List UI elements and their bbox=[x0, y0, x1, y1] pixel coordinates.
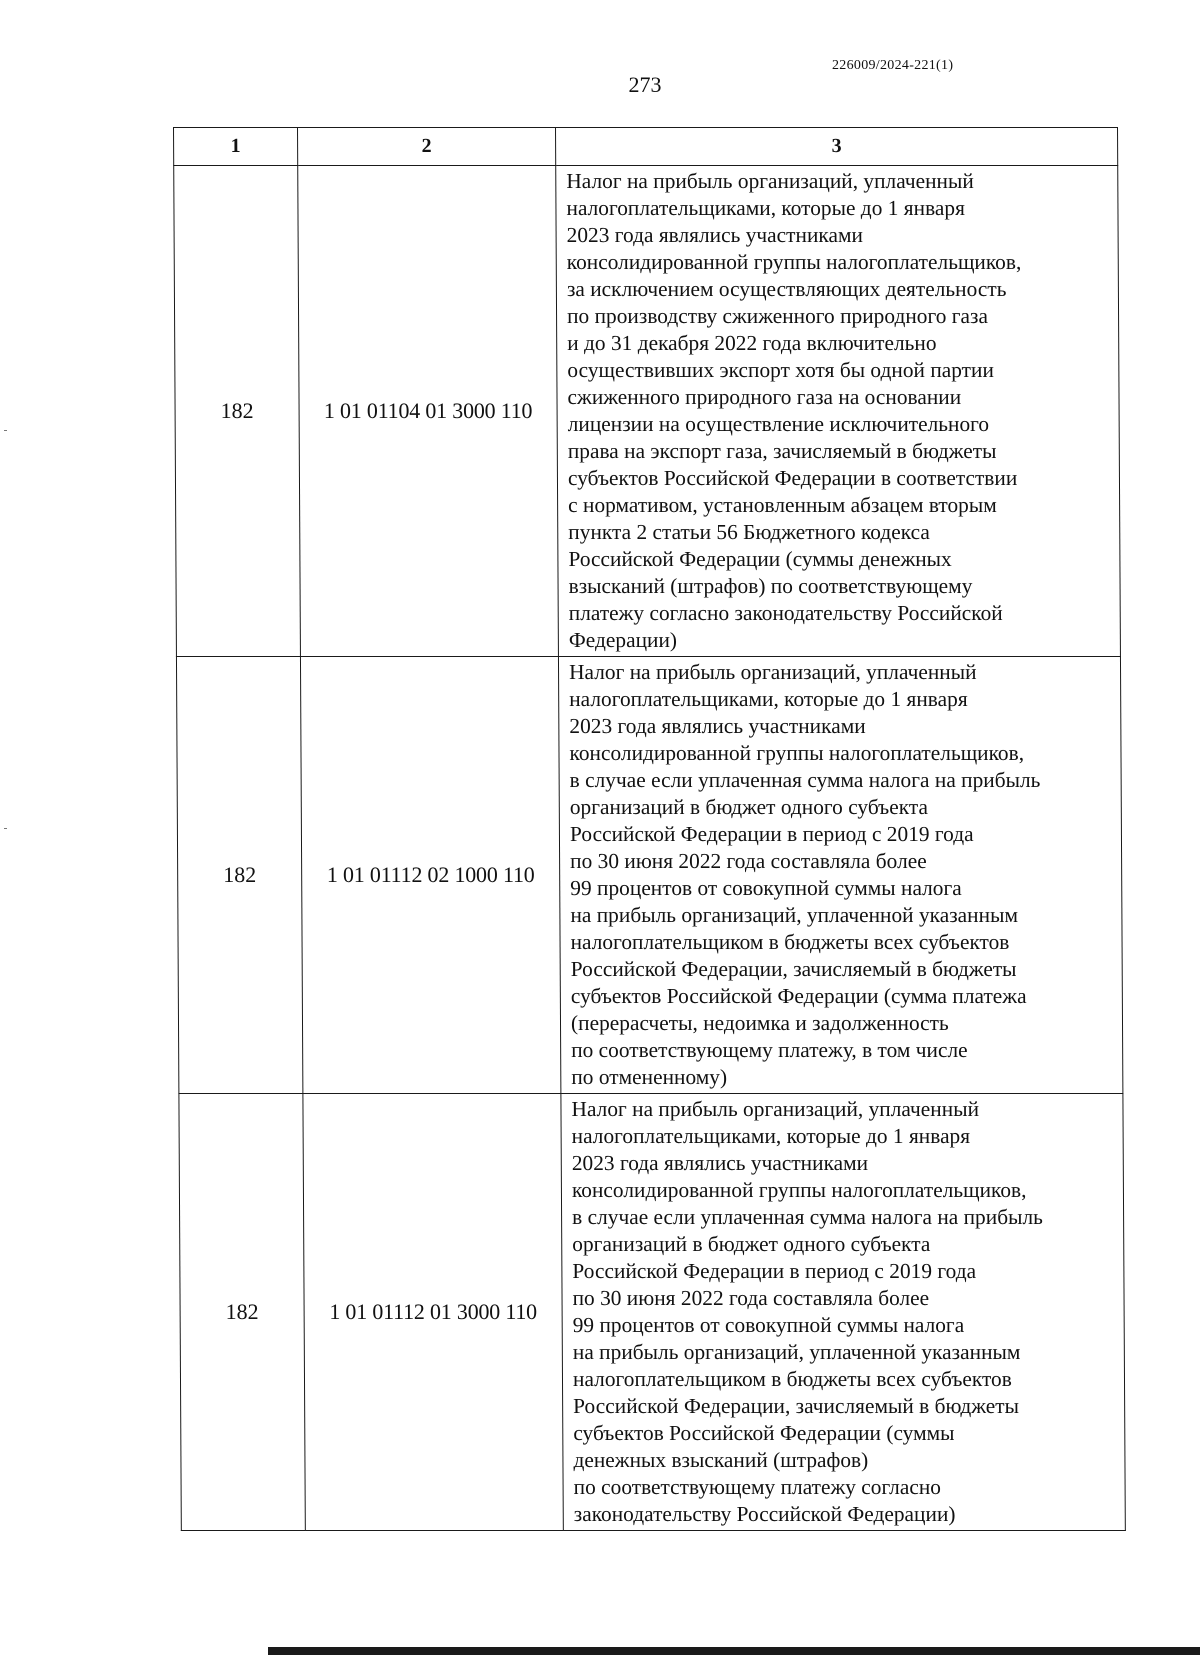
description-line: 99 процентов от совокупной суммы налога bbox=[572, 1313, 965, 1337]
description-line: 2023 года являлись участниками bbox=[569, 714, 866, 738]
budget-classification-code-cell: 1 01 01112 02 1000 110 bbox=[300, 657, 560, 1094]
description-line: субъектов Российской Федерации в соответствии bbox=[567, 466, 1018, 490]
description-line: с нормативом, установленным абзацем вторым bbox=[568, 493, 997, 517]
description-line: по 30 июня 2022 года составляла более bbox=[570, 849, 927, 873]
description-line: Российской Федерации в период с 2019 года bbox=[569, 822, 974, 846]
table-wrapper bbox=[173, 127, 1126, 1531]
scan-margin-mark bbox=[4, 430, 7, 431]
description-line: осуществивших экспорт хотя бы одной партии bbox=[567, 358, 994, 382]
description-line: взысканий (штрафов) по соответствующему bbox=[568, 574, 973, 598]
description-line: денежных взысканий (штрафов) bbox=[573, 1448, 869, 1472]
column-header-1: 1 bbox=[174, 128, 298, 166]
description-line: права на экспорт газа, зачисляемый в бюджеты bbox=[567, 439, 997, 463]
description-line: за исключением осуществляющих деятельность bbox=[566, 277, 1007, 301]
description-line: Налог на прибыль организаций, уплаченный bbox=[568, 660, 977, 684]
description-line: Федерации) bbox=[568, 628, 678, 652]
description-line: организаций в бюджет одного субъекта bbox=[569, 795, 928, 819]
description-line: Российской Федерации в период с 2019 года bbox=[572, 1259, 977, 1283]
column-header-2: 2 bbox=[298, 128, 556, 166]
description-line: в случае если уплаченная сумма налога на прибыль bbox=[569, 768, 1041, 792]
description-line: организаций в бюджет одного субъекта bbox=[572, 1232, 931, 1256]
table-row bbox=[179, 1094, 1125, 1531]
administrator-code-cell: 182 bbox=[179, 1094, 305, 1531]
document-registration-number: 226009/2024-221(1) bbox=[832, 58, 954, 73]
description-line: Российской Федерации, зачисляемый в бюджеты bbox=[573, 1394, 1020, 1418]
page-number: 273 bbox=[628, 72, 662, 97]
description-line: 2023 года являлись участниками bbox=[566, 223, 863, 247]
administrator-code-cell: 182 bbox=[174, 166, 301, 657]
description-line: лицензии на осуществление исключительного bbox=[567, 412, 990, 436]
description-line: налогоплательщиком в бюджеты всех субъектов bbox=[570, 930, 1010, 954]
description-line: субъектов Российской Федерации (сумма платежа bbox=[570, 984, 1027, 1008]
scan-margin-mark bbox=[4, 828, 7, 829]
description-line: по производству сжиженного природного газа bbox=[566, 304, 988, 328]
description-line: налогоплательщиком в бюджеты всех субъектов bbox=[572, 1367, 1012, 1391]
description-line: налогоплательщиками, которые до 1 января bbox=[571, 1124, 971, 1148]
description-line: (перерасчеты, недоимка и задолженность bbox=[570, 1011, 949, 1035]
description-line: субъектов Российской Федерации (суммы bbox=[573, 1421, 955, 1445]
description-line: и до 31 декабря 2022 года включительно bbox=[567, 331, 937, 355]
description-line: по отмененному) bbox=[571, 1065, 728, 1089]
table-header-row bbox=[174, 128, 1118, 166]
description-line: 2023 года являлись участниками bbox=[571, 1151, 869, 1175]
description-line: по соответствующему платежу, в том числе bbox=[571, 1038, 968, 1062]
column-header-3: 3 bbox=[556, 128, 1118, 166]
description-line: налогоплательщиками, которые до 1 января bbox=[569, 687, 968, 711]
description-line: по соответствующему платежу согласно bbox=[573, 1475, 942, 1499]
description-line: Российской Федерации, зачисляемый в бюджеты bbox=[570, 957, 1017, 981]
description-line: на прибыль организаций, уплаченной указанным bbox=[570, 903, 1019, 927]
description-line: консолидированной группы налогоплательщиков, bbox=[566, 250, 1022, 274]
description-line: на прибыль организаций, уплаченной указанным bbox=[572, 1340, 1021, 1364]
description-line: платежу согласно законодательству Российской bbox=[568, 601, 1003, 625]
description-cell bbox=[558, 657, 1122, 1094]
table-row bbox=[176, 657, 1122, 1094]
description-line: Российской Федерации (суммы денежных bbox=[568, 547, 952, 571]
description-line: налогоплательщиками, которые до 1 января bbox=[566, 196, 965, 220]
budget-classification-code-cell: 1 01 01104 01 3000 110 bbox=[298, 166, 559, 657]
description-line: пункта 2 статьи 56 Бюджетного кодекса bbox=[568, 520, 930, 544]
description-line: в случае если уплаченная сумма налога на прибыль bbox=[572, 1205, 1043, 1229]
description-line: законодательству Российской Федерации) bbox=[573, 1502, 956, 1526]
description-line: по 30 июня 2022 года составляла более bbox=[572, 1286, 930, 1310]
description-cell bbox=[561, 1094, 1125, 1531]
description-line: Налог на прибыль организаций, уплаченный bbox=[571, 1097, 980, 1121]
budget-classification-code-cell: 1 01 01112 01 3000 110 bbox=[303, 1094, 563, 1531]
table-row bbox=[174, 166, 1121, 657]
scan-bottom-edge-strip bbox=[268, 1647, 1200, 1655]
description-line: 99 процентов от совокупной суммы налога bbox=[570, 876, 962, 900]
description-line: сжиженного природного газа на основании bbox=[567, 385, 962, 409]
description-line: Налог на прибыль организаций, уплаченный bbox=[566, 169, 974, 193]
administrator-code-cell: 182 bbox=[176, 657, 302, 1094]
description-cell bbox=[556, 166, 1121, 657]
description-line: консолидированной группы налогоплательщиков, bbox=[571, 1178, 1027, 1202]
description-line: консолидированной группы налогоплательщиков, bbox=[569, 741, 1025, 765]
budget-classification-table bbox=[173, 127, 1126, 1531]
